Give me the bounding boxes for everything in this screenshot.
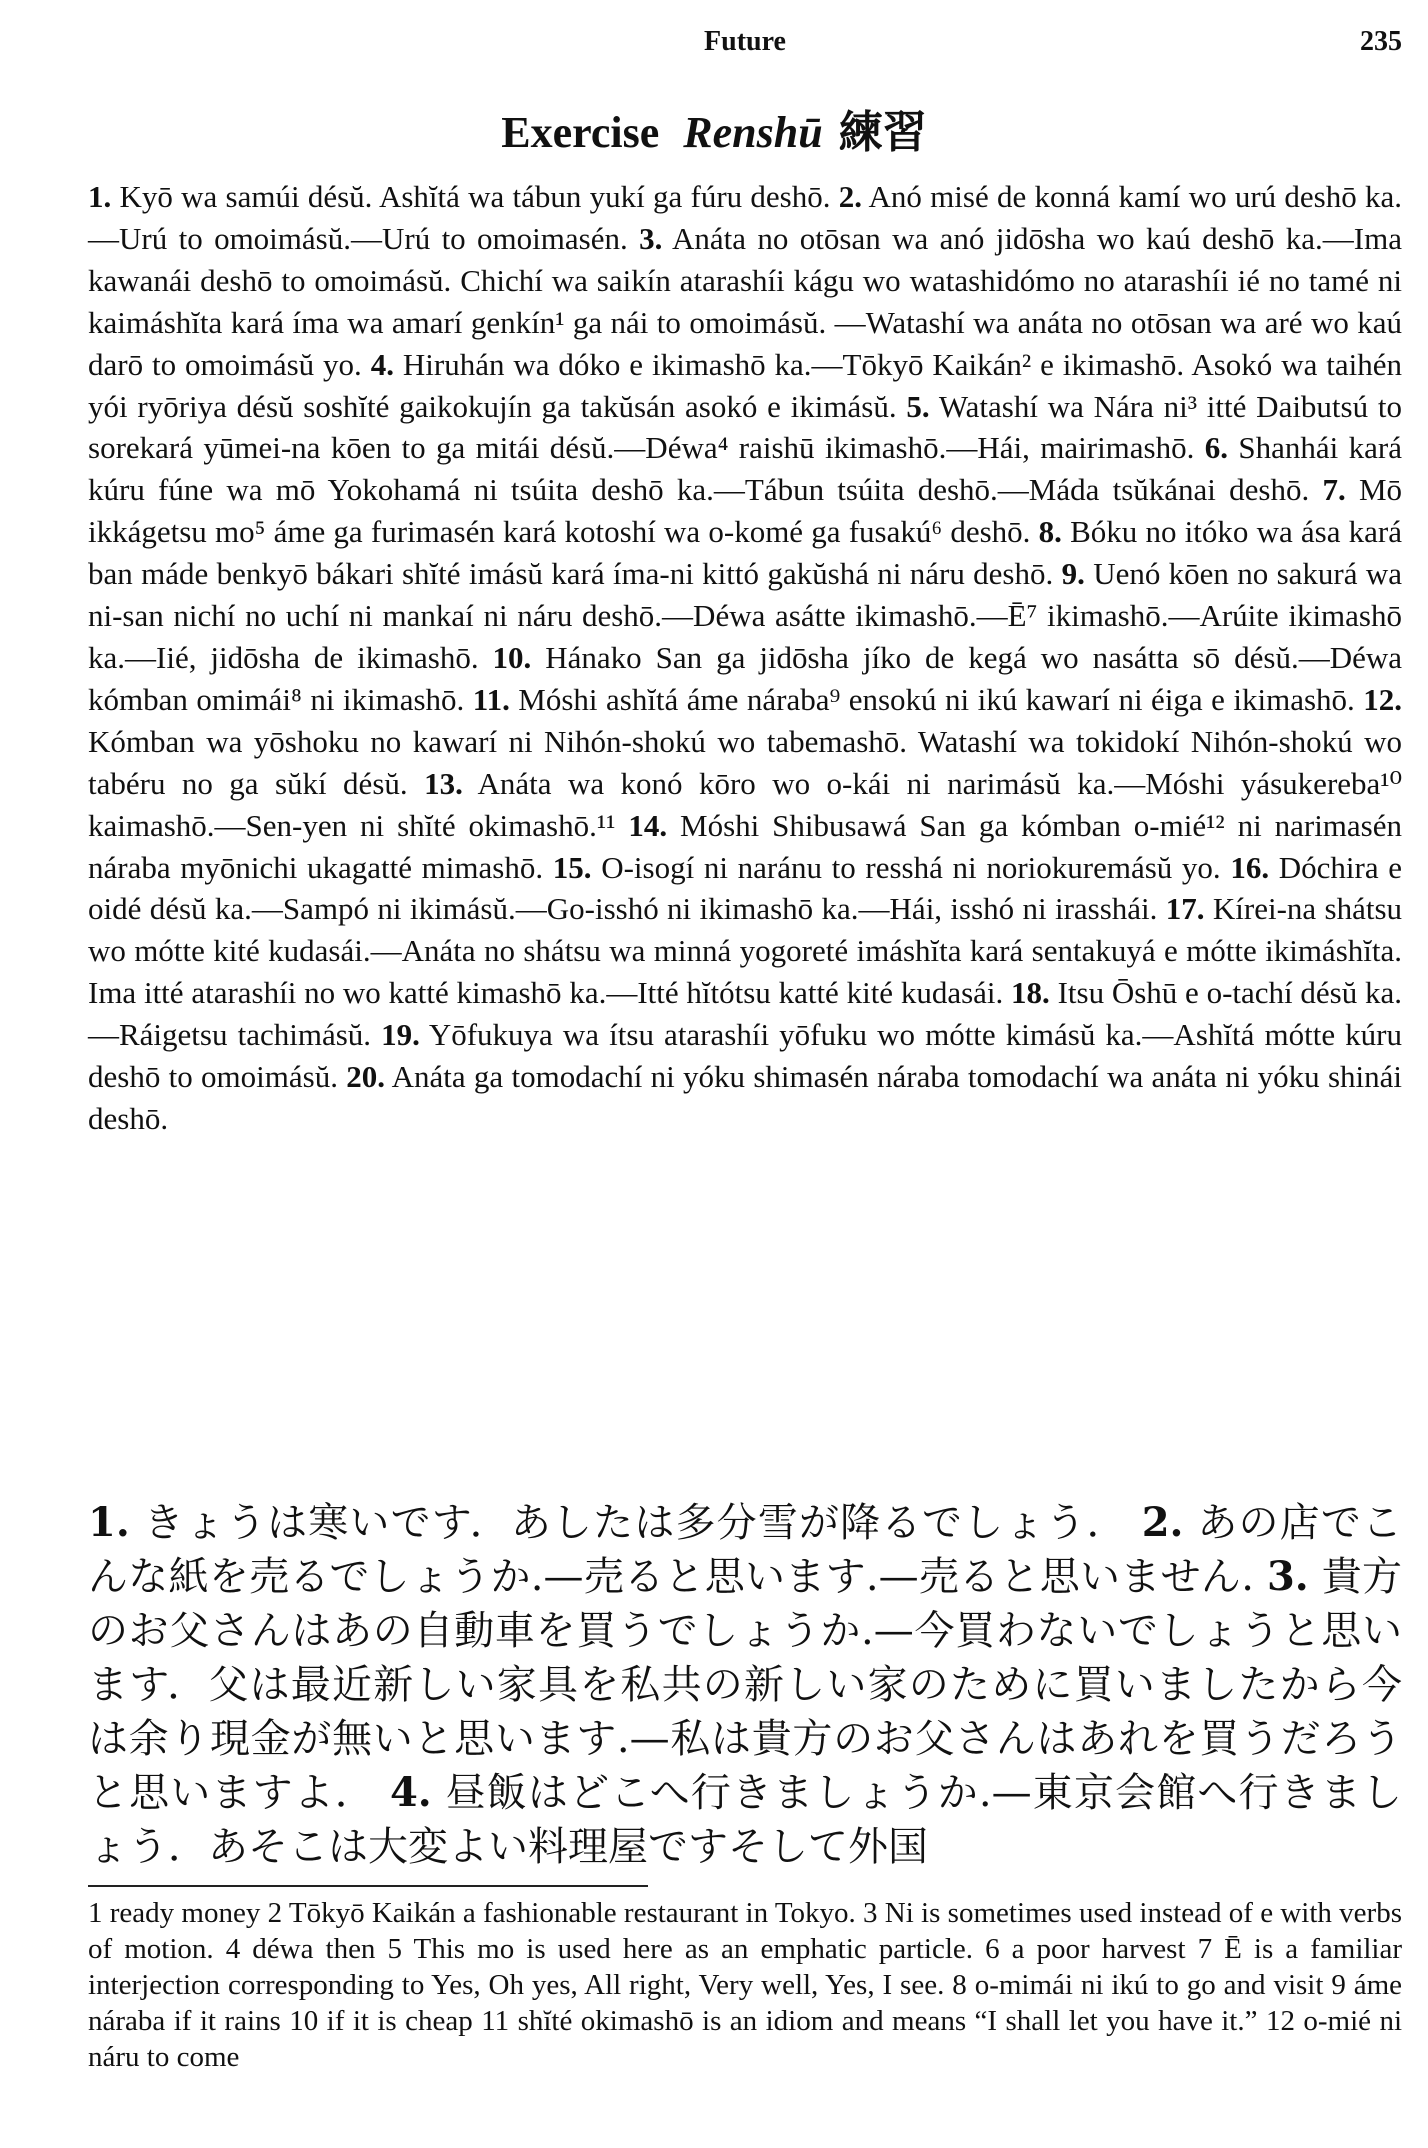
exercise-item-text: Kyō wa samúi désŭ. Ashĭtá wa tábun yukí ga fúru deshō. (119, 179, 831, 214)
exercise-item-number: 13. (424, 765, 463, 801)
japanese-item-number: 2. (1141, 1499, 1184, 1546)
japanese-item-text: 貴方のお父さんはあの自動車を買うでしょうか.—今買わないでしょうと思います．父は最近新しい家具を私共の新しい家のために買いましたから今は余り現金が無いと思います.—私は貴方のお父さんはあれを買うだろうと思いますよ． (88, 1554, 1403, 1816)
exercise-item-text: Anáta wa konó kōro wo o-kái ni narimásŭ ka.—Móshi yásukereba¹⁰ kaimashō.—Sen-yen ni shĭté okimashō.¹¹ (88, 765, 1403, 843)
footnote-text: if it is cheap (326, 2005, 473, 2037)
japanese-item-number: 3. (1266, 1553, 1309, 1600)
japanese-item-number: 1. (88, 1499, 130, 1546)
footnote-number: 11 (481, 2005, 510, 2037)
footnote-text: This mo is used here as an emphatic particle. (413, 1933, 973, 1965)
exercise-item-number: 20. (346, 1059, 386, 1095)
exercise-item-text: Anáta ga tomodachí ni yóku shimasén náraba tomodachí wa anáta ni yóku shinái deshō. (88, 1059, 1402, 1136)
footnote (985, 1933, 1185, 1965)
footnote-text: a poor harvest (1011, 1933, 1186, 1965)
footnotes (88, 1895, 1402, 2075)
footnote-number: 4 (225, 1933, 241, 1965)
japanese-item-text: あの店でこんな紙を売るでしょうか.—売ると思います.—売ると思いません. (88, 1500, 1402, 1600)
japanese-item (88, 1500, 1128, 1546)
exercise-item-number: 6. (1204, 430, 1229, 466)
exercise-item-number: 2. (838, 179, 862, 214)
exercise-item-text: Hánako San ga jidōsha jíko de kegá wo nasátta sō désŭ.—Déwa kómban omimái⁸ ni ikimashō. (88, 639, 1403, 717)
running-title: Future (704, 26, 786, 57)
exercise-item-text: Shanhái kará kúru fúne wa mō Yokohamá ni tsúita deshō ka.—Tábun tsúita deshō.—Máda tsŭkánai deshō. (88, 430, 1403, 508)
exercise-item-text: Anó misé de konná kamí wo urú deshō ka.—Urú to omoimásŭ.—Urú to omoimasén. (88, 179, 1403, 256)
exercise-item-number: 8. (1038, 514, 1062, 550)
japanese-item-text: 昼飯はどこへ行きましょうか.—東京会館へ行きましょう．あそこは大変よい料理屋ですそして外国 (88, 1770, 1403, 1870)
exercise-item-number: 11. (472, 681, 510, 717)
footnote-text: Ē is a familiar interjection corresponding to Yes, Oh yes, All right, Very well, Yes, I see. (88, 1933, 1403, 2001)
heading-kanji: 練習 (838, 108, 927, 157)
footnote-number: 3 (863, 1897, 878, 1929)
exercise-item-number: 10. (492, 639, 532, 675)
exercise-item (473, 682, 1355, 717)
exercise-item-text: Uenó kōen no sakurá wa ni-san nichí no uchí ni mankaí ni náru deshō.—Déwa asátte ikimashō.—Ē⁷ ikimashō.—Arúite ikimashō ka.—Iié, jidōsha de ikimashō. (88, 556, 1403, 675)
exercise-item-number: 12. (1363, 681, 1403, 717)
exercise-item-number: 14. (628, 807, 668, 843)
heading-romaji: Renshū (683, 108, 823, 157)
page-number: 235 (1360, 26, 1402, 57)
exercise-item (553, 850, 1221, 885)
footnote-text: Tōkyō Kaikán a fashionable restaurant in Tokyo. (288, 1897, 856, 1929)
footnote (268, 1897, 856, 1929)
exercise-item-number: 7. (1322, 472, 1346, 508)
exercise-item-number: 15. (552, 849, 592, 885)
exercise-item-number: 5. (906, 388, 930, 424)
exercise-item-number: 19. (381, 1017, 420, 1053)
footnote-number: 6 (985, 1933, 1000, 1965)
footnote (289, 2005, 473, 2037)
footnote-number: 10 (289, 2005, 319, 2037)
footnote (952, 1969, 1323, 2001)
footnote-text: áme náraba if it rains (88, 1969, 1403, 2037)
exercise-item-text: Dóchira e oidé désŭ ka.—Sampó ni ikimásŭ.—Go-isshó ni ikimashō ka.—Hái, isshó ni irasshái. (88, 849, 1403, 927)
section-heading (0, 96, 1428, 160)
heading-english: Exercise (501, 108, 660, 157)
footnote (226, 1933, 376, 1965)
footnote (388, 1933, 974, 1965)
japanese-item-number: 4. (389, 1769, 432, 1816)
footnote-number: 12 (1265, 2005, 1295, 2037)
footnote (481, 2005, 1257, 2037)
exercise-item-text: Móshi Shibusawá San ga kómban o-mié¹² ni narimasén náraba myōnichi ukagatté mimashō. (88, 807, 1403, 885)
exercise-item-number: 9. (1061, 556, 1085, 592)
exercise-item-text: O-isogí ni naránu to resshá ni noriokuremásŭ yo. (601, 849, 1221, 885)
footnote-text: o-mimái ni ikú to go and visit (974, 1969, 1324, 2001)
exercise-item-text: Bóku no itóko wa ása kará ban máde benkyō bákari shĭté imásŭ kará íma-ni kittó gakŭshá ni náru deshō. (88, 514, 1403, 592)
exercise-item-text: Mō ikkágetsu mo⁵ áme ga furimasén kará kotoshí wa o-komé ga fusakú⁶ deshō. (88, 472, 1403, 550)
exercise-item-number: 3. (639, 220, 663, 256)
exercise-item-text: Kírei-na shátsu wo mótte kité kudasái.—Anáta no shátsu wa minná yogoreté imáshĭta kará sentakuyá e mótte ikimáshĭta. Ima itté atarashíi no wo katté kimashō ka.—Itté hĭtótsu katté kité kudasái. (88, 891, 1403, 1011)
footnote-divider (88, 1885, 648, 1887)
footnote-number: 8 (952, 1969, 967, 2001)
footnote-number: 2 (267, 1897, 283, 1929)
footnote (88, 1897, 260, 1929)
exercise-item-number: 16. (1230, 849, 1270, 885)
romaji-exercise-text (88, 176, 1402, 1140)
exercise-item (88, 179, 830, 214)
exercise-item-text: Watashí wa Nára ni³ itté Daibutsú to sorekará yūmei-na kōen to ga mitái désŭ.—Déwa⁴ raishū ikimashō.—Hái, mairimashō. (88, 388, 1403, 466)
footnote-text: shĭté okimashō is an idiom and means “I shall let you have it.” (517, 2005, 1258, 2037)
exercise-item-text: Yōfukuya wa ítsu atarashíi yōfuku wo mótte kimásŭ ka.—Ashĭtá mótte kúru deshō to omoimásŭ. (88, 1017, 1402, 1095)
exercise-item-number: 1. (88, 179, 112, 214)
exercise-item-number: 18. (1011, 975, 1050, 1011)
exercise-item-text: Anáta no otōsan wa anó jidōsha wo kaú deshō ka.—Ima kawanái deshō to omoimásŭ. Chichí wa saikín atarashíi kágu wo watashidómo no atarashíi ié no tamé ni kaimáshĭta kará íma wa amarí genkín¹ ga nái to omoimásŭ. —Watashí wa anáta no otōsan wa aré wo kaú darō to omoimásŭ yo. (88, 220, 1402, 382)
footnote-text: déwa then (252, 1933, 376, 1965)
exercise-item-text: Hiruhán wa dóko e ikimashō ka.—Tōkyō Kaikán² e ikimashō. Asokó wa taihén yói ryōriya désŭ soshĭté gaikokujín ga takŭsán asokó e ikimásŭ. (88, 346, 1402, 424)
footnote-text: Ni is sometimes used instead of e with verbs of motion. (88, 1897, 1402, 1965)
japanese-item-text: きょうは寒いです．あしたは多分雪が降るでしょう． (143, 1500, 1128, 1546)
exercise-item-text: Móshi ashĭtá áme náraba⁹ ensokú ni ikú kawarí ni éiga e ikimashō. (518, 681, 1355, 717)
exercise-item-number: 17. (1165, 891, 1205, 927)
footnote-text: o-mié ni náru to come (88, 2005, 1403, 2073)
running-header (88, 26, 1402, 66)
footnote-number: 1 (88, 1897, 103, 1929)
footnote-number: 5 (387, 1933, 402, 1965)
japanese-exercise-text (88, 1496, 1402, 1874)
exercise-item-number: 4. (370, 346, 394, 382)
exercise-item-text: Kómban wa yōshoku no kawarí ni Nihón-shokú wo tabemashō. Watashí wa tokidokí Nihón-shokú wo tabéru no ga sŭkí désŭ. (88, 723, 1402, 801)
footnote-number: 7 (1197, 1933, 1213, 1965)
exercise-item-text: Itsu Ōshū e o-tachí désŭ ka.—Ráigetsu tachimásŭ. (88, 975, 1402, 1053)
footnote-number: 9 (1331, 1969, 1346, 2001)
footnote-text: ready money (109, 1897, 261, 1929)
